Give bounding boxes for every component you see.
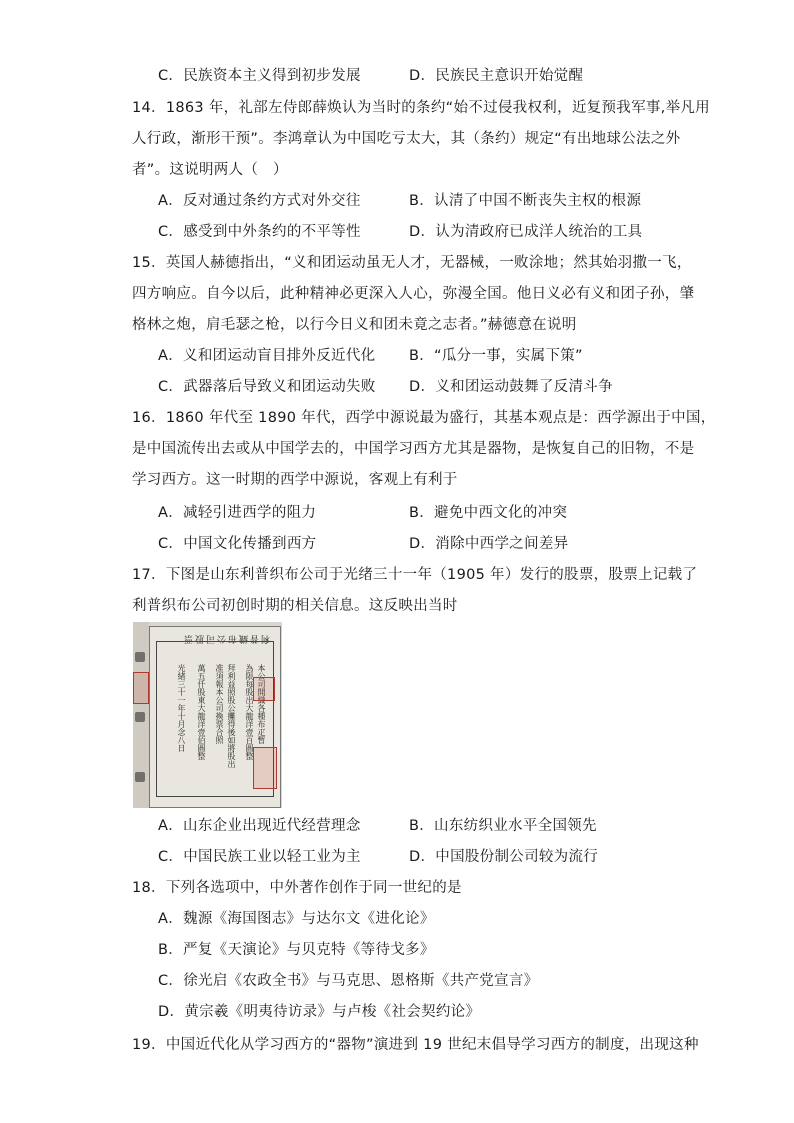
certificate-edge <box>133 622 149 808</box>
stock-certificate-image <box>133 622 282 808</box>
option-16c: C．中国文化传播到西方 <box>158 536 317 552</box>
question-19-text: 19．中国近代化从学习西方的“器物”演进到 19 世纪末倡导学习西方的制度，出现这种 <box>132 1037 699 1053</box>
question-15-text: 15．英国人赫德指出，“义和团运动虽无人才，无器械，一败涂地；然其始羽撒一飞， <box>132 255 692 271</box>
option-17b: B．山东纺织业水平全国领先 <box>409 818 597 834</box>
certificate-text-column: 本公司開織各種布疋暫 <box>257 664 266 744</box>
option-15d: D．义和团运动鼓舞了反清斗争 <box>409 379 613 395</box>
question-14-text: 人行政，渐形干预”。李鸿章认为中国吃亏太大，其（条约）规定“有出地球公法之外 <box>132 131 681 147</box>
question-16-text: 学习西方。这一时期的西学中源说，客观上有利于 <box>132 472 458 488</box>
question-15-text: 四方响应。自今以后，此种精神必更深入人心，弥漫全国。他日义必有义和团子孙，肇 <box>132 286 695 302</box>
option-18b: B．严复《天演论》与贝克特《等待戈多》 <box>158 942 435 958</box>
certificate-title: 利普織布公司股票 <box>182 633 271 643</box>
certificate-text-column: 為限每股出大龍洋壹百圓整 <box>245 664 254 760</box>
option-14d: D．认为清政府已成洋人统治的工具 <box>409 224 643 240</box>
red-seal <box>253 677 275 701</box>
question-17-text: 利普织布公司初创时期的相关信息。这反映出当时 <box>132 598 458 614</box>
question-14-text: 14．1863 年，礼部左侍郎薛焕认为当时的条约“始不过侵我权利，近复预我军事,举凡用 <box>132 100 710 116</box>
option-16a: A．减轻引进西学的阻力 <box>158 505 317 521</box>
option-13d: D．民族民主意识开始觉醒 <box>409 68 584 84</box>
question-17-text: 17．下图是山东利普织布公司于光绪三十一年（1905 年）发行的股票，股票上记载了 <box>132 567 698 583</box>
option-18c: C．徐光启《农政全书》与马克思、恩格斯《共产党宣言》 <box>158 973 539 989</box>
option-14b: B．认清了中国不断丧失主权的根源 <box>409 193 642 209</box>
company-seal <box>253 747 277 789</box>
certificate-text-column: 萬五仟股東大龍洋壹佰圓整 <box>197 664 206 760</box>
certificate-text-column: 准須報本公司換票合照 <box>215 664 224 744</box>
certificate-text-column: 拜利益照股公攤得後如將股出 <box>227 664 236 768</box>
question-18-text: 18．下列各选项中，中外著作创作于同一世纪的是 <box>132 880 462 896</box>
option-18a: A．魏源《海国图志》与达尔文《进化论》 <box>158 911 435 927</box>
question-15-text: 格林之炮，肩毛瑟之枪，以行今日义和团未竟之志者。”赫德意在说明 <box>132 317 577 333</box>
option-18d: D．黄宗羲《明夷待访录》与卢梭《社会契约论》 <box>158 1004 481 1020</box>
option-14c: C．感受到中外条约的不平等性 <box>158 224 361 240</box>
option-17c: C．中国民族工业以轻工业为主 <box>158 849 361 865</box>
question-14-text: 者”。这说明两人（ ） <box>132 162 288 178</box>
question-16-text: 16．1860 年代至 1890 年代，西学中源说最为盛行，其基本观点是：西学源出于中国， <box>132 410 716 426</box>
option-13c: C．民族资本主义得到初步发展 <box>158 68 361 84</box>
red-seal <box>133 672 149 704</box>
option-15b: B．“瓜分一事，实属下策” <box>409 348 583 364</box>
option-15c: C．武器落后导致义和团运动失败 <box>158 379 376 395</box>
option-17d: D．中国股份制公司较为流行 <box>409 849 599 865</box>
question-16-text: 是中国流传出去或从中国学去的，中国学习西方尤其是器物，是恢复自己的旧物，不是 <box>132 441 695 457</box>
option-16d: D．消除中西学之间差异 <box>409 536 569 552</box>
certificate-text-column: 光緒三十一年十月念八日 <box>177 664 186 752</box>
option-15a: A．义和团运动盲目排外反近代化 <box>158 348 376 364</box>
option-14a: A．反对通过条约方式对外交往 <box>158 193 361 209</box>
option-17a: A．山东企业出现近代经营理念 <box>158 818 361 834</box>
option-16b: B．避免中西文化的冲突 <box>409 505 568 521</box>
